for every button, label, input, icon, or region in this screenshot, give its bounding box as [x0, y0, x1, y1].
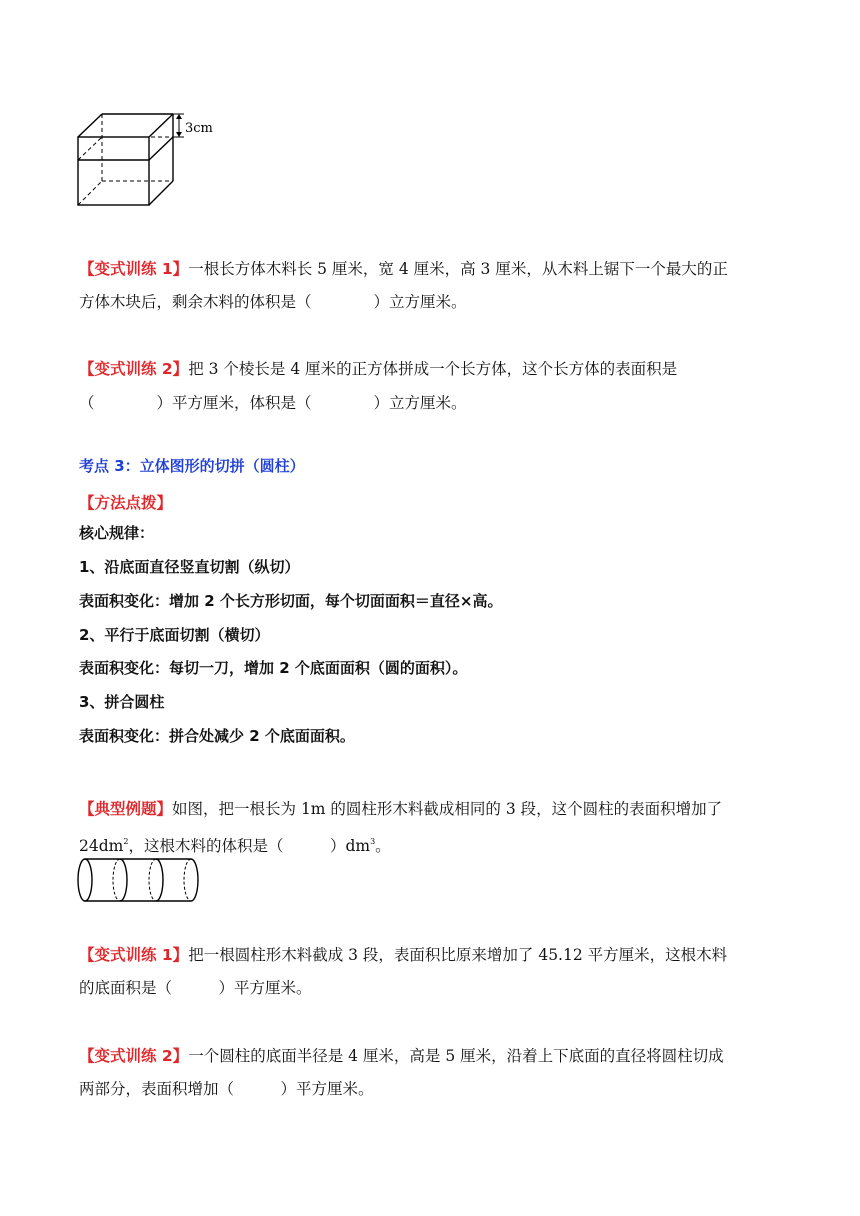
exercise-4-text-1: 一个圆柱的底面半径是 4 厘米，高是 5 厘米，沿着上下底面的直径将圆柱切成	[188, 1047, 724, 1065]
cylinder-figure	[75, 856, 205, 904]
example-line-1	[79, 798, 722, 820]
example-sup-1: 2	[123, 837, 129, 846]
method-line-3: 2、平行于底面切割（横切）	[79, 626, 270, 644]
exercise-4-line-1	[79, 1045, 724, 1067]
exercise-2-line-1	[79, 358, 677, 380]
cube-figure	[74, 108, 234, 213]
exercise-2-line-2: （ ）平方厘米，体积是（ ）立方厘米。	[79, 394, 467, 412]
example-tag: 【典型例题】	[79, 800, 173, 818]
exercise-1-line-1	[79, 258, 728, 280]
method-line-0: 核心规律：	[79, 524, 155, 542]
method-tag: 【方法点拨】	[79, 494, 173, 512]
method-line-4: 表面积变化：每切一刀，增加 2 个底面面积（圆的面积）。	[79, 659, 468, 677]
exercise-1-text-1: 一根长方体木料长 5 厘米，宽 4 厘米，高 3 厘米，从木料上锯下一个最大的正	[188, 260, 728, 278]
example-text-2b: ，这根木料的体积是（ ）dm	[128, 837, 371, 855]
method-line-5: 3、拼合圆柱	[79, 693, 165, 711]
exercise-4-line-2: 两部分，表面积增加（ ）平方厘米。	[79, 1080, 374, 1098]
exercise-3-line-2: 的底面积是（ ）平方厘米。	[79, 979, 312, 997]
cube-height-label: 3cm	[185, 121, 213, 136]
example-sup-2: 3	[370, 837, 376, 846]
method-line-1: 1、沿底面直径竖直切割（纵切）	[79, 558, 300, 576]
exercise-2-text-1: 把 3 个棱长是 4 厘米的正方体拼成一个长方体，这个长方体的表面积是	[188, 360, 678, 378]
exercise-2-tag: 【变式训练 2】	[79, 360, 189, 378]
exercise-3-text-1: 把一根圆柱形木料截成 3 段，表面积比原来增加了 45.12 平方厘米，这根木料	[188, 946, 728, 964]
method-line-2: 表面积变化：增加 2 个长方形切面，每个切面面积＝直径×高。	[79, 592, 503, 610]
method-line-6: 表面积变化：拼合处减少 2 个底面面积。	[79, 727, 355, 745]
example-text-2a: 24dm	[79, 837, 124, 855]
exercise-1-tag: 【变式训练 1】	[79, 260, 189, 278]
exercise-1-line-2: 方体木块后，剩余木料的体积是（ ）立方厘米。	[79, 293, 467, 311]
example-line-2	[79, 831, 391, 857]
exercise-3-tag: 【变式训练 1】	[79, 946, 189, 964]
exercise-4-tag: 【变式训练 2】	[79, 1047, 189, 1065]
example-text-2c: 。	[375, 837, 391, 855]
section-3-title: 考点 3：立体图形的切拼（圆柱）	[79, 457, 305, 475]
example-text-1: 如图，把一根长为 1m 的圆柱形木料截成相同的 3 段，这个圆柱的表面积增加了	[172, 800, 723, 818]
exercise-3-line-1	[79, 944, 727, 966]
